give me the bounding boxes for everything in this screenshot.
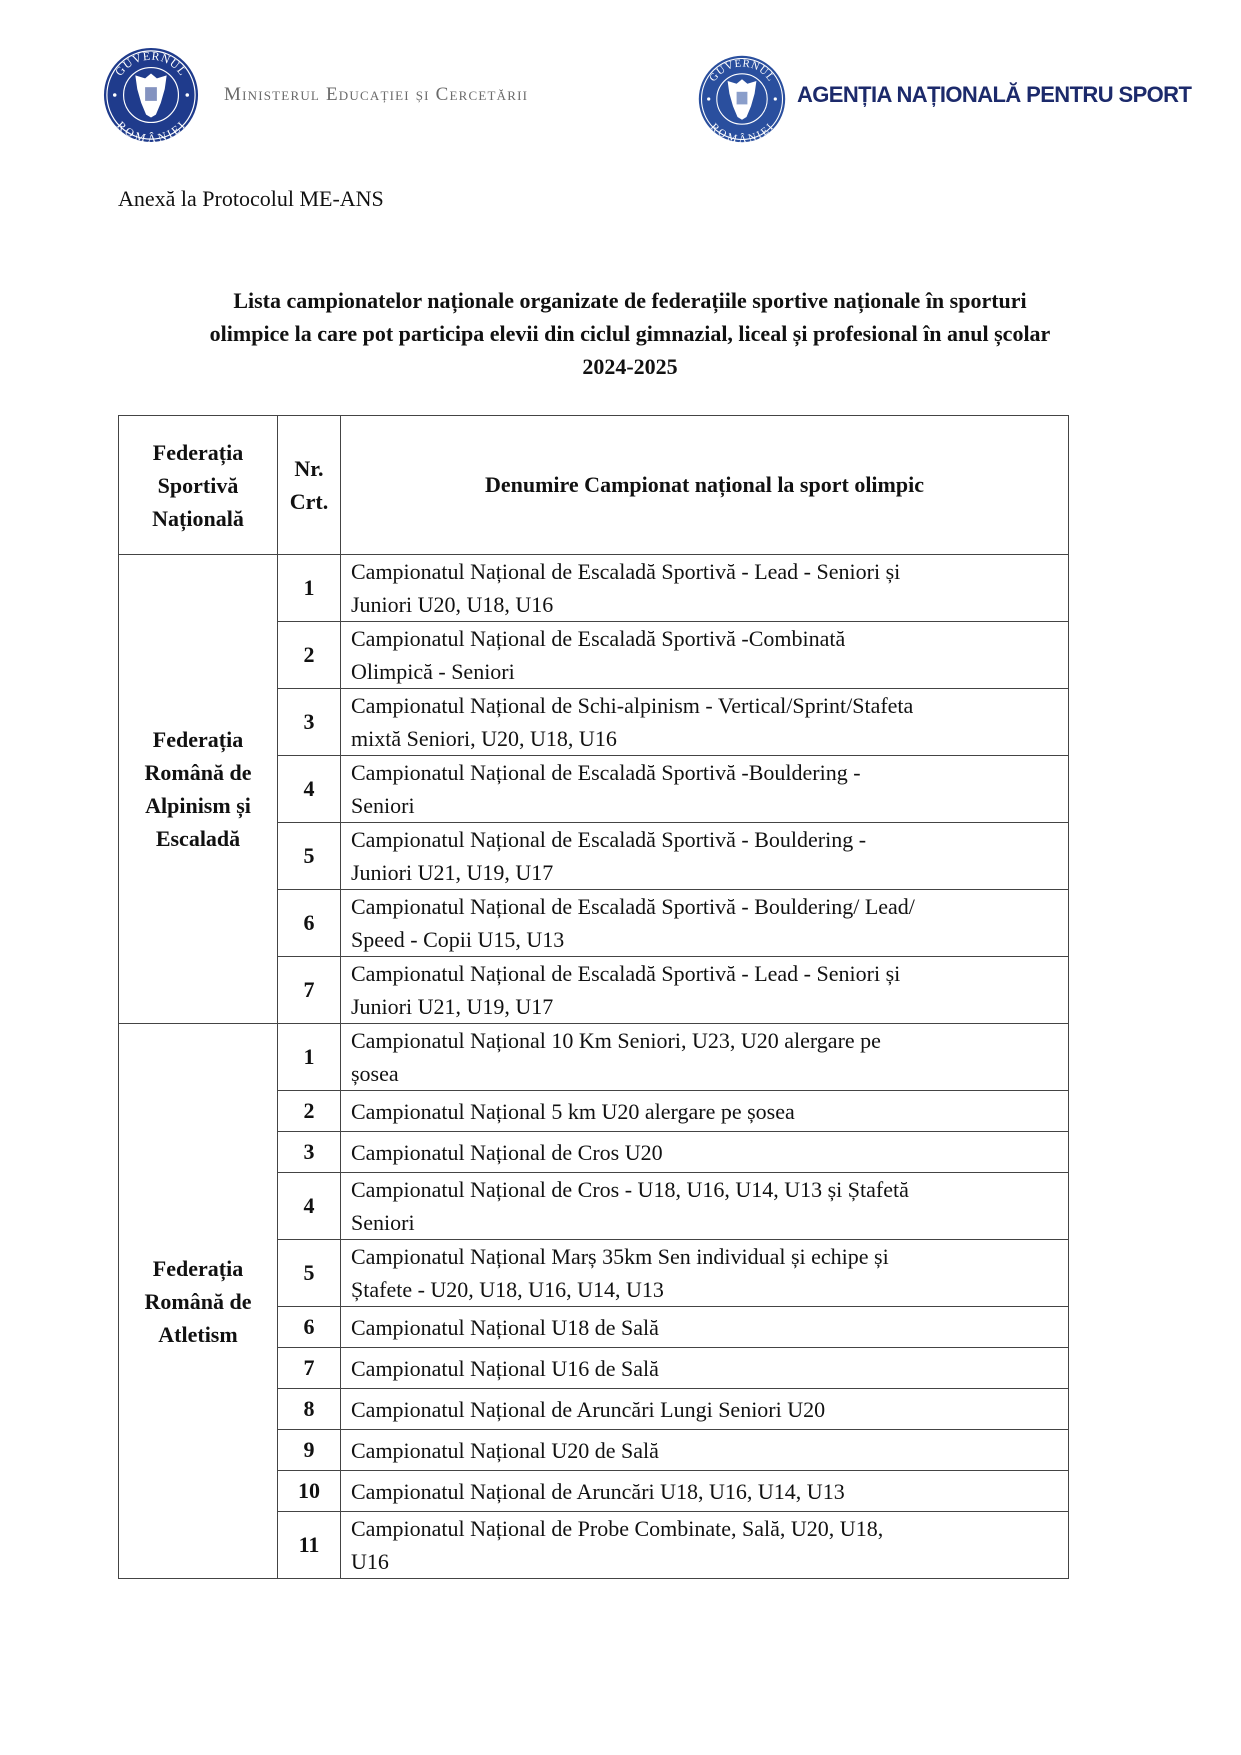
header-championship-name: Denumire Campionat național la sport olimpic bbox=[341, 416, 1069, 555]
championship-name: Campionatul Național de Cros - U18, U16, U14, U13 și Ștafetă Seniori bbox=[341, 1173, 1069, 1240]
romanian-government-seal-icon bbox=[102, 46, 200, 144]
championship-name: Campionatul Național de Aruncări Lungi Seniori U20 bbox=[341, 1389, 1069, 1430]
row-number: 4 bbox=[278, 1173, 341, 1240]
title-line: 2024-2025 bbox=[582, 354, 678, 379]
row-number: 3 bbox=[278, 689, 341, 756]
row-number: 2 bbox=[278, 1091, 341, 1132]
document-title bbox=[110, 284, 1150, 383]
header-number: Nr. Crt. bbox=[278, 416, 341, 555]
championship-name: Campionatul Național de Escaladă Sportivă - Bouldering - Juniori U21, U19, U17 bbox=[341, 823, 1069, 890]
row-number: 11 bbox=[278, 1512, 341, 1579]
row-number: 5 bbox=[278, 823, 341, 890]
championship-name: Campionatul Național de Cros U20 bbox=[341, 1132, 1069, 1173]
federation-name: Federația Română de Atletism bbox=[119, 1024, 278, 1579]
championship-name: Campionatul Național U16 de Sală bbox=[341, 1348, 1069, 1389]
row-number: 6 bbox=[278, 1307, 341, 1348]
championship-name: Campionatul Național de Aruncări U18, U16, U14, U13 bbox=[341, 1471, 1069, 1512]
championships-table bbox=[118, 415, 1069, 1579]
row-number: 7 bbox=[278, 957, 341, 1024]
row-number: 3 bbox=[278, 1132, 341, 1173]
championship-name: Campionatul Național de Escaladă Sportivă - Lead - Seniori și Juniori U21, U19, U17 bbox=[341, 957, 1069, 1024]
championship-name: Campionatul Național U18 de Sală bbox=[341, 1307, 1069, 1348]
championship-name: Campionatul Național 5 km U20 alergare pe șosea bbox=[341, 1091, 1069, 1132]
row-number: 2 bbox=[278, 622, 341, 689]
table-row bbox=[119, 555, 1069, 622]
championship-name: Campionatul Național U20 de Sală bbox=[341, 1430, 1069, 1471]
championship-name: Campionatul Național 10 Km Seniori, U23, U20 alergare pe șosea bbox=[341, 1024, 1069, 1091]
row-number: 6 bbox=[278, 890, 341, 957]
championship-name: Campionatul Național Marș 35km Sen individual și echipe și Ștafete - U20, U18, U16, U14, U13 bbox=[341, 1240, 1069, 1307]
title-line: Lista campionatelor naționale organizate de federațiile sportive naționale în sporturi bbox=[233, 288, 1027, 313]
header-federation: Federația Sportivă Națională bbox=[119, 416, 278, 555]
ministry-name: Ministerul Educației și Cercetării bbox=[224, 84, 529, 105]
annex-label: Anexă la Protocolul ME-ANS bbox=[118, 186, 384, 211]
row-number: 10 bbox=[278, 1471, 341, 1512]
svg-text:ROMÂNIEI: ROMÂNIEI bbox=[114, 118, 189, 144]
svg-text:ROMÂNIEI: ROMÂNIEI bbox=[707, 121, 777, 144]
row-number: 9 bbox=[278, 1430, 341, 1471]
row-number: 4 bbox=[278, 756, 341, 823]
agency-name: AGENȚIA NAȚIONALĂ PENTRU SPORT bbox=[797, 82, 1192, 107]
table-row bbox=[119, 1024, 1069, 1091]
row-number: 1 bbox=[278, 1024, 341, 1091]
championship-name: Campionatul Național de Probe Combinate, Sală, U20, U18, U16 bbox=[341, 1512, 1069, 1579]
svg-text:GUVERNUL: GUVERNUL bbox=[706, 57, 778, 84]
row-number: 5 bbox=[278, 1240, 341, 1307]
row-number: 1 bbox=[278, 555, 341, 622]
page-header bbox=[0, 40, 1241, 150]
championship-name: Campionatul Național de Escaladă Sportivă - Lead - Seniori și Juniori U20, U18, U16 bbox=[341, 555, 1069, 622]
svg-text:GUVERNUL: GUVERNUL bbox=[112, 49, 190, 79]
title-line: olimpice la care pot participa elevii din ciclul gimnazial, liceal și profesional în anul școlar bbox=[209, 321, 1051, 346]
row-number: 8 bbox=[278, 1389, 341, 1430]
row-number: 7 bbox=[278, 1348, 341, 1389]
championship-name: Campionatul Național de Schi-alpinism - Vertical/Sprint/Stafeta mixtă Seniori, U20, U18, U16 bbox=[341, 689, 1069, 756]
romanian-government-seal-icon bbox=[697, 54, 787, 144]
championship-name: Campionatul Național de Escaladă Sportivă - Bouldering/ Lead/ Speed - Copii U15, U13 bbox=[341, 890, 1069, 957]
championship-name: Campionatul Național de Escaladă Sportivă -Bouldering - Seniori bbox=[341, 756, 1069, 823]
table-header-row bbox=[119, 416, 1069, 555]
championship-name: Campionatul Național de Escaladă Sportivă -Combinată Olimpică - Seniori bbox=[341, 622, 1069, 689]
federation-name: Federația Română de Alpinism și Escaladă bbox=[119, 555, 278, 1024]
